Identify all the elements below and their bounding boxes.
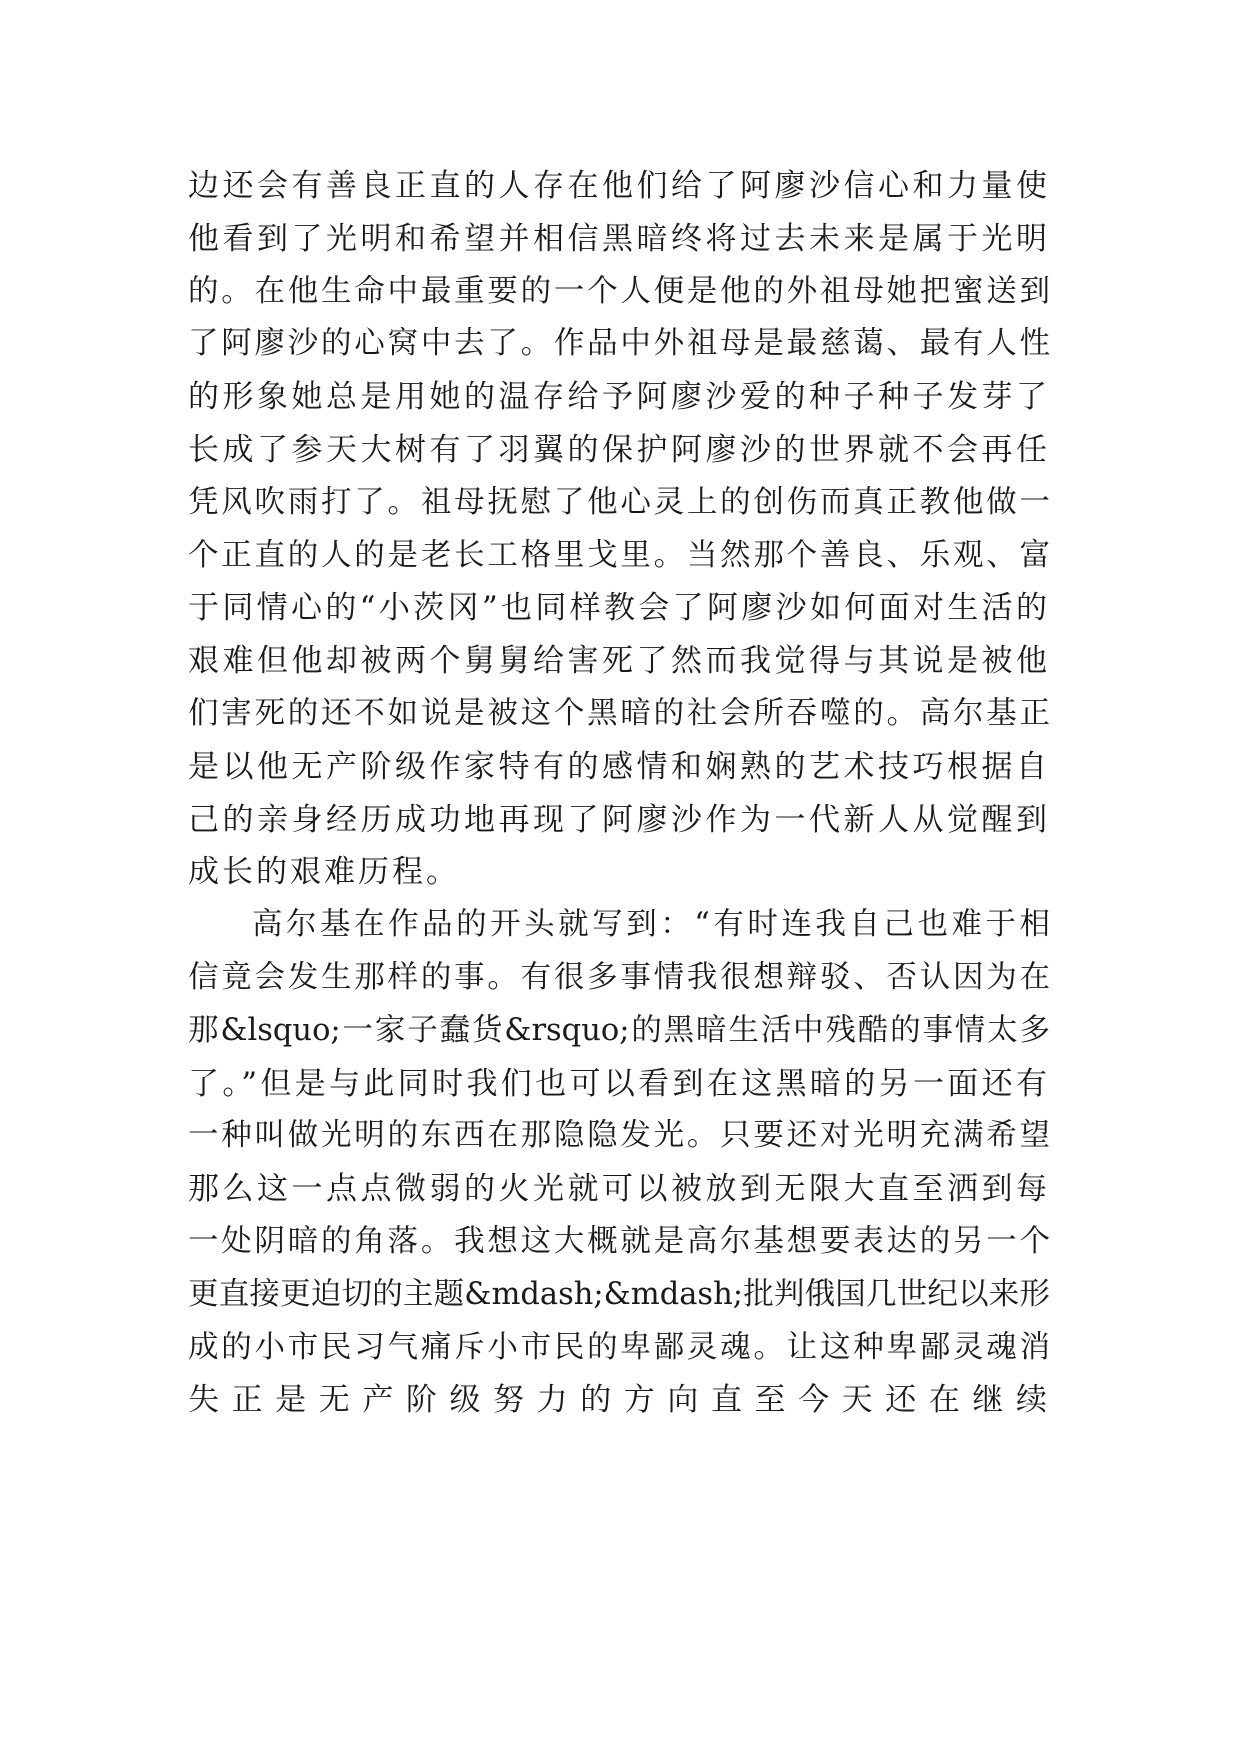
text-line: 的形象她总是用她的温存给予阿廖沙爱的种子种子发芽了 [188,379,1050,416]
text-line: 凭风吹雨打了。祖母抚慰了他心灵上的创伤而真正教他做一 [188,484,1050,520]
text-line: 成的小市民习气痛斥小市民的卑鄙灵魂。让这种卑鄙灵魂消 [188,1329,1050,1365]
text-line: 们害死的还不如说是被这个黑暗的社会所吞噬的。高尔基正 [188,695,1050,731]
text-line: 一处阴暗的角落。我想这大概就是高尔基想要表达的另一个 [188,1223,1050,1259]
text-line: 成长的艰难历程。 [188,854,460,891]
text-line-paragraph-start: 高尔基在作品的开头就写到：“有时连我自己也难于相 [252,907,1050,943]
text-line: 那&lsquo;一家子蠢货&rsquo;的黑暗生活中残酷的事情太多 [188,1012,1050,1048]
body-text [188,160,1050,1427]
text-line: 艰难但他却被两个舅舅给害死了然而我觉得与其说是被他 [188,643,1050,680]
text-line: 失正是无产阶级努力的方向直至今天还在继续 [188,1382,1050,1419]
text-line: 是以他无产阶级作家特有的感情和娴熟的艺术技巧根据自 [188,748,1050,785]
text-line: 长成了参天大树有了羽翼的保护阿廖沙的世界就不会再任 [188,431,1050,468]
text-line: 更直接更迫切的主题&mdash;&mdash;批判俄国几世纪以来形 [188,1276,1050,1312]
text-line: 信竟会发生那样的事。有很多事情我很想辩驳、否认因为在 [188,959,1050,995]
text-line: 个正直的人的是老长工格里戈里。当然那个善良、乐观、富 [188,537,1050,573]
text-line: 了阿廖沙的心窝中去了。作品中外祖母是最慈蔼、最有人性 [188,326,1050,362]
text-line: 己的亲身经历成功地再现了阿廖沙作为一代新人从觉醒到 [188,801,1050,838]
text-line: 于同情心的“小茨冈”也同样教会了阿廖沙如何面对生活的 [188,590,1050,627]
text-line: 一种叫做光明的东西在那隐隐发光。只要还对光明充满希望 [188,1118,1050,1154]
text-line: 那么这一点点微弱的火光就可以被放到无限大直至洒到每 [188,1171,1050,1208]
text-line: 边还会有善良正直的人存在他们给了阿廖沙信心和力量使 [188,168,1050,204]
text-line: 他看到了光明和希望并相信黑暗终将过去未来是属于光明 [188,220,1050,257]
text-line: 的。在他生命中最重要的一个人便是他的外祖母她把蜜送到 [188,273,1050,309]
text-line: 了。”但是与此同时我们也可以看到在这黑暗的另一面还有 [188,1065,1050,1102]
